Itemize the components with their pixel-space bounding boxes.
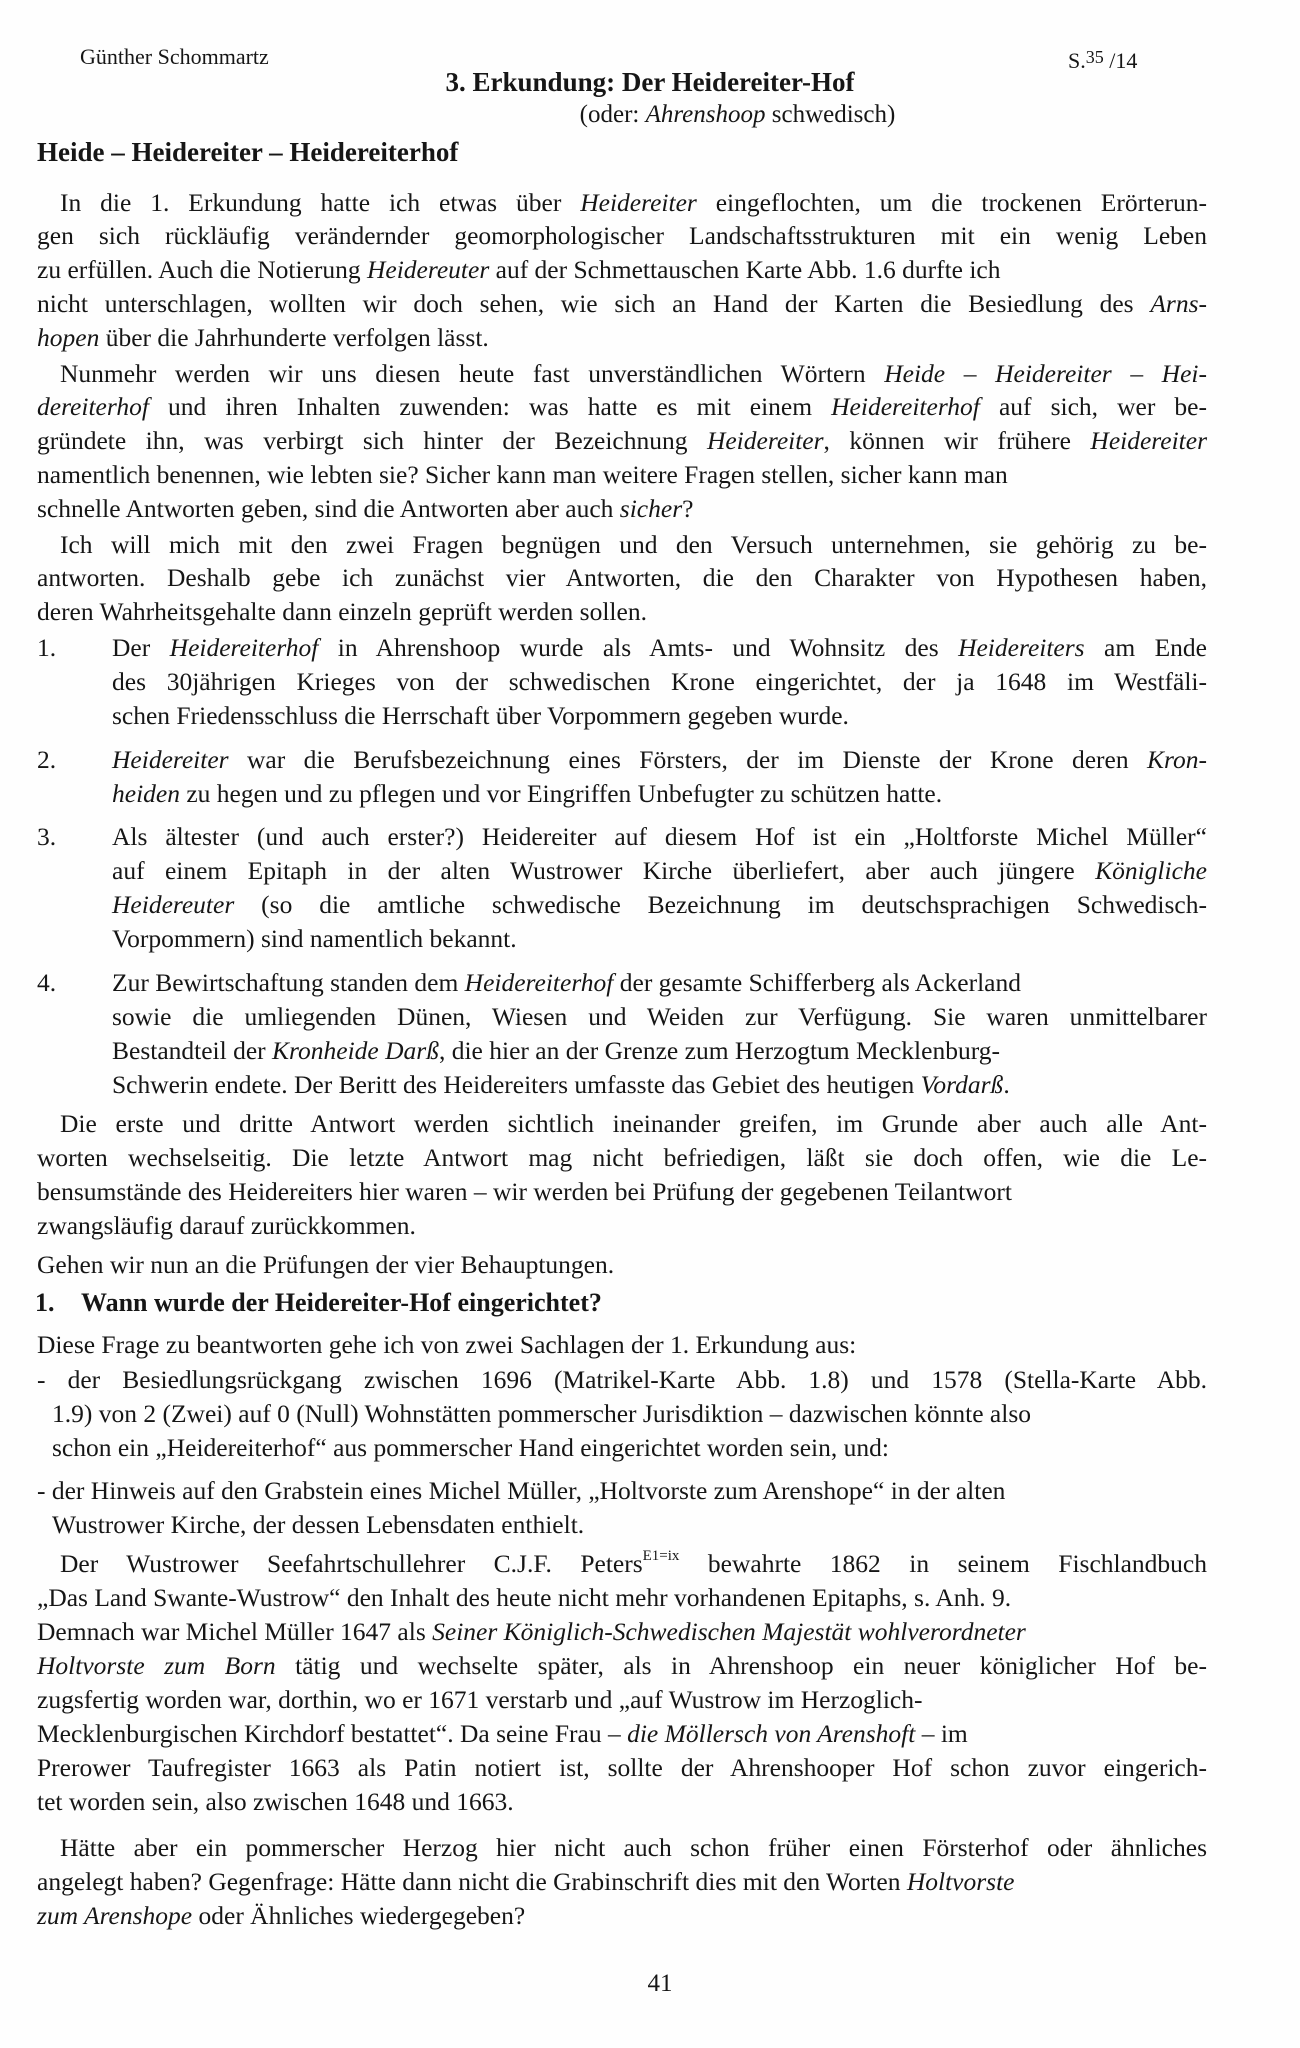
subtitle-prefix: (oder: bbox=[579, 101, 646, 128]
italic-term: dereiterhof bbox=[37, 392, 149, 421]
list-number: 2. bbox=[37, 745, 57, 774]
list-item-line: Heidereiter war die Berufsbezeichnung eines Försters, der im Dienste der Krone deren Kron- bbox=[112, 745, 1207, 774]
italic-term: Vordarß bbox=[920, 1070, 1004, 1099]
list-item-line: auf einem Epitaph in der alten Wustrower Kirche überliefert, aber auch jüngere Königliche bbox=[112, 856, 1207, 885]
italic-term: Heidereiterhof bbox=[464, 968, 614, 997]
text-line: In die 1. Erkundung hatte ich etwas über Heidereiter eingeflochten, um die trockenen Erörterun- bbox=[60, 188, 1207, 217]
list-number: 4. bbox=[37, 968, 57, 997]
italic-term: Heidereuter bbox=[366, 255, 490, 284]
bullet-line: 1.9) von 2 (Zwei) auf 0 (Null) Wohnstätten pommerscher Jurisdiktion – dazwischen könnte also bbox=[52, 1399, 1032, 1428]
text-line: nicht unterschlagen, wollten wir doch sehen, wie sich an Hand der Karten die Besiedlung des Arns- bbox=[37, 289, 1207, 318]
chapter-subtitle bbox=[0, 100, 1300, 130]
bullet-line: - der Hinweis auf den Grabstein eines Michel Müller, „Holtvorste zum Arenshope“ in der alten bbox=[37, 1476, 1006, 1505]
italic-term: sicher bbox=[619, 494, 683, 523]
text-line: Die erste und dritte Antwort werden sichtlich ineinander greifen, im Grunde aber auch alle Ant- bbox=[60, 1109, 1207, 1138]
text-line: worten wechselseitig. Die letzte Antwort mag nicht befriedigen, läßt sie doch offen, wie die Le- bbox=[37, 1143, 1207, 1172]
subsection-number: 1. bbox=[35, 1288, 55, 1317]
text-line: Nunmehr werden wir uns diesen heute fast unverständlichen Wörtern Heide – Heidereiter – Hei- bbox=[60, 359, 1207, 388]
italic-term: Heidereuter bbox=[112, 890, 235, 919]
italic-term: Heidereiterhof bbox=[169, 633, 319, 662]
text-line: Der Wustrower Seefahrtschullehrer C.J.F. Peters$^{E1=ix}$ bewahrte 1862 in seinem Fischlandbuch bbox=[60, 1548, 1207, 1578]
text-line: angelegt haben? Gegenfrage: Hätte dann nicht die Grabinschrift dies mit den Worten Holtvorste bbox=[37, 1867, 1015, 1896]
text-line: dereiterhof und ihren Inhalten zuwenden: was hatte es mit einem Heidereiterhof auf sich, wer be- bbox=[37, 392, 1207, 421]
italic-term: Kron- bbox=[1147, 745, 1207, 774]
list-item-line: Bestandteil der Kronheide Darß, die hier an der Grenze zum Herzogtum Mecklenburg- bbox=[112, 1036, 1000, 1065]
text-line: schnelle Antworten geben, sind die Antworten aber auch sicher? bbox=[37, 494, 694, 523]
italic-term: die Möllersch von Arenshoft bbox=[627, 1719, 916, 1748]
text-line: hopen über die Jahrhunderte verfolgen lässt. bbox=[37, 323, 489, 352]
list-item-line: Zur Bewirtschaftung standen dem Heidereiterhof der gesamte Schifferberg als Ackerland bbox=[112, 968, 1021, 997]
text-line: zwangsläufig darauf zurückkommen. bbox=[37, 1211, 416, 1240]
italic-term: Heidereiter bbox=[580, 188, 697, 217]
page-ref-suffix: /14 bbox=[1103, 48, 1138, 73]
text-line: zugsfertig worden war, dorthin, wo er 1671 verstarb und „auf Wustrow im Herzoglich- bbox=[37, 1685, 923, 1714]
text-line: Holtvorste zum Born tätig und wechselte später, als in Ahrenshoop ein neuer königlicher Hof be- bbox=[37, 1651, 1207, 1680]
text-line: Hätte aber ein pommerscher Herzog hier nicht auch schon früher einen Försterhof oder ähnliches bbox=[60, 1833, 1207, 1862]
text-line: tet worden sein, also zwischen 1648 und 1663. bbox=[37, 1787, 514, 1816]
list-item-line: Vorpommern) sind namentlich bekannt. bbox=[112, 924, 517, 953]
text-line: namentlich benennen, wie lebten sie? Sicher kann man weitere Fragen stellen, sicher kann man bbox=[37, 460, 1008, 489]
text-line: Prerower Taufregister 1663 als Patin notiert ist, sollte der Ahrenshooper Hof schon zuvor eingerich- bbox=[37, 1753, 1207, 1782]
italic-term: Kronheide Darß bbox=[272, 1036, 439, 1065]
chapter-title: 3. Erkundung: Der Heidereiter-Hof bbox=[445, 67, 855, 97]
subsection-title: Wann wurde der Heidereiter-Hof eingerichtet? bbox=[81, 1288, 602, 1317]
italic-term: Heidereiter bbox=[1090, 426, 1207, 455]
bullet-line: - der Besiedlungsrückgang zwischen 1696 (Matrikel-Karte Abb. 1.8) und 1578 (Stella-Karte Abb. bbox=[37, 1365, 1207, 1394]
text-line: zu erfüllen. Auch die Notierung Heidereuter auf der Schmettauschen Karte Abb. 1.6 durfte ich bbox=[37, 255, 1001, 284]
running-header-author: Günther Schommartz bbox=[80, 44, 269, 69]
italic-term: Heide – Heidereiter – Hei- bbox=[884, 359, 1207, 388]
section-heading: Heide – Heidereiter – Heidereiterhof bbox=[37, 137, 459, 167]
italic-term: zum Arenshope bbox=[37, 1901, 193, 1930]
italic-term: Heidereiterhof bbox=[831, 392, 980, 421]
list-item-line: Als ältester (und auch erster?) Heidereiter auf diesem Hof ist ein „Holtforste Michel Müller“ bbox=[112, 822, 1207, 851]
text-line: Demnach war Michel Müller 1647 als Seiner Königlich-Schwedischen Majestät wohlverordneter bbox=[37, 1617, 1026, 1646]
page-ref-number: 35 bbox=[1085, 47, 1104, 67]
page-ref-prefix: S. bbox=[1068, 48, 1086, 73]
list-item-line: Der Heidereiterhof in Ahrenshoop wurde als Amts- und Wohnsitz des Heidereiters am Ende bbox=[112, 633, 1207, 662]
text-line: gen sich rückläufig verändernder geomorphologischer Landschaftsstrukturen mit ein wenig Leben bbox=[37, 221, 1207, 250]
subtitle-italic: Ahrenshoop bbox=[645, 101, 766, 128]
italic-term: Holtvorste bbox=[906, 1867, 1015, 1896]
text-line: gründete ihn, was verbirgt sich hinter der Bezeichnung Heidereiter, können wir frühere Heidereiter bbox=[37, 426, 1207, 455]
list-item-line: schen Friedensschluss die Herrschaft über Vorpommern gegeben wurde. bbox=[112, 701, 849, 730]
list-item-line: sowie die umliegenden Dünen, Wiesen und Weiden zur Verfügung. Sie waren unmittelbarer bbox=[112, 1002, 1207, 1031]
italic-term: Holtvorste zum Born bbox=[37, 1651, 276, 1680]
text-line: antworten. Deshalb gebe ich zunächst vier Antworten, die den Charakter von Hypothesen haben, bbox=[37, 563, 1207, 592]
italic-term: heiden bbox=[112, 779, 180, 808]
list-item-line: Schwerin endete. Der Beritt des Heidereiters umfasste das Gebiet des heutigen Vordarß. bbox=[112, 1070, 1010, 1099]
italic-term: hopen bbox=[37, 323, 100, 352]
footnote-reference: E1=ix bbox=[642, 1548, 680, 1564]
text-line: deren Wahrheitsgehalte dann einzeln geprüft werden sollen. bbox=[37, 597, 647, 626]
italic-term: Königliche bbox=[1095, 856, 1207, 885]
list-item-line: heiden zu hegen und zu pflegen und vor Eingriffen Unbefugter zu schützen hatte. bbox=[112, 779, 943, 808]
text-line: bensumstände des Heidereiters hier waren – wir werden bei Prüfung der gegebenen Teilantwort bbox=[37, 1177, 1012, 1206]
italic-term: Heidereiters bbox=[958, 633, 1085, 662]
text-line: Diese Frage zu beantworten gehe ich von zwei Sachlagen der 1. Erkundung aus: bbox=[37, 1330, 857, 1359]
list-number: 1. bbox=[37, 633, 57, 662]
list-item-line: Heidereuter (so die amtliche schwedische Bezeichnung im deutschsprachigen Schwedisch- bbox=[112, 890, 1207, 919]
bullet-line: Wustrower Kirche, der dessen Lebensdaten enthielt. bbox=[52, 1510, 585, 1539]
italic-term: Heidereiter bbox=[112, 745, 229, 774]
italic-term: Heidereiter bbox=[706, 426, 824, 455]
subsection-heading bbox=[35, 1288, 602, 1318]
italic-term: Seiner Königlich-Schwedischen Majestät wohlverordneter bbox=[432, 1617, 1026, 1646]
transition-line: Gehen wir nun an die Prüfungen der vier Behauptungen. bbox=[37, 1250, 615, 1279]
text-line: „Das Land Swante-Wustrow“ den Inhalt des heute nicht mehr vorhandenen Epitaphs, s. Anh. 9. bbox=[37, 1583, 1012, 1612]
text-line: zum Arenshope oder Ähnliches wiedergegeben? bbox=[37, 1901, 526, 1930]
page-number: 41 bbox=[647, 1970, 673, 1997]
list-number: 3. bbox=[37, 822, 57, 851]
subtitle-suffix: schwedisch) bbox=[765, 101, 896, 128]
text-line: Mecklenburgischen Kirchdorf bestattet“. Da seine Frau – die Möllersch von Arenshoft – im bbox=[37, 1719, 968, 1748]
text-line: Ich will mich mit den zwei Fragen begnügen und den Versuch unternehmen, sie gehörig zu be- bbox=[60, 530, 1207, 559]
list-item-line: des 30jährigen Krieges von der schwedischen Krone eingerichtet, der ja 1648 im Westfäli- bbox=[112, 667, 1207, 696]
italic-term: Arns- bbox=[1150, 289, 1207, 318]
bullet-line: schon ein „Heidereiterhof“ aus pommerscher Hand eingerichtet worden sein, und: bbox=[52, 1433, 889, 1462]
